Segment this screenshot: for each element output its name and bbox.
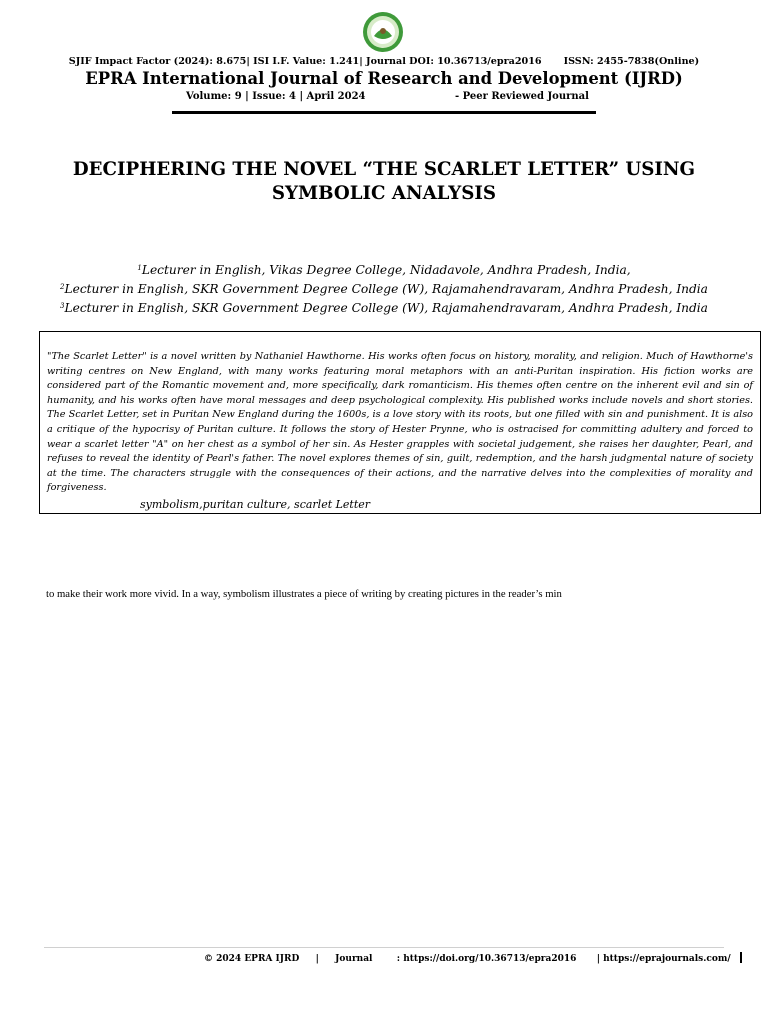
header-divider	[172, 111, 596, 114]
issn-text: ISSN: 2455-7838(Online)	[563, 56, 700, 67]
footer-end-bar	[740, 952, 742, 963]
affiliation-3	[0, 298, 768, 317]
affiliation-2-text: Lecturer in English, SKR Government Degree College (W), Rajamahendravaram, Andhra Pradesh, India	[64, 282, 708, 296]
issue-info: Volume: 9 | Issue: 4 | April 2024	[186, 91, 366, 102]
article-title: DECIPHERING THE NOVEL “THE SCARLET LETTER” USING SYMBOLIC ANALYSIS	[72, 159, 696, 204]
affiliation-1	[0, 260, 768, 279]
impact-factor-text: SJIF Impact Factor (2024): 8.675| ISI I.F. Value: 1.241| Journal DOI: 10.36713/epra2016	[68, 56, 542, 67]
affiliation-1-number: 1	[137, 264, 142, 272]
footer-copyright: © 2024 EPRA IJRD	[204, 954, 300, 964]
peer-reviewed-label: - Peer Reviewed Journal	[455, 91, 589, 102]
abstract-text: "The Scarlet Letter" is a novel written by Nathaniel Hawthorne. His works often focus on history, morality, and religion. Much of Hawthorne's writing centres on New England, with many works featuring moral metaphors with an anti-Puritan inspiration. His fiction works are considered part of the Romantic movement and, more specifically, dark romanticism. His themes often centre on the inherent evil and sin of humanity, and his works often have moral messages and deep psychological complexity. His published works include novels and short stories. The Scarlet Letter, set in Puritan New England during the 1600s, is a love story with its roots, but one filled with sin and punishment. It is also a critique of the hypocrisy of Puritan culture. It follows the story of Hester Prynne, who is ostracised for committing adultery and forced to wear a scarlet letter "A" on her chest as a symbol of her sin. As Hester grapples with societal judgement, she raises her daughter, Pearl, and refuses to reveal the identity of Pearl's father. The novel explores themes of sin, guilt, redemption, and the harsh judgmental nature of society at the time. The characters struggle with the consequences of their actions, and the narrative delves into the complexities of morality and forgiveness.	[47, 351, 753, 494]
footer-separator: |	[315, 954, 319, 964]
affiliation-2	[0, 279, 768, 298]
journal-logo-icon	[362, 11, 404, 53]
footer-site-link[interactable]: https://eprajournals.com/	[603, 954, 731, 964]
affiliation-1-text: Lecturer in English, Vikas Degree College, Nidadavole, Andhra Pradesh, India,	[141, 263, 631, 277]
affiliation-3-text: Lecturer in English, SKR Government Degree College (W), Rajamahendravaram, Andhra Pradesh, India	[64, 301, 708, 315]
affiliation-3-number: 3	[60, 302, 65, 310]
page-footer	[204, 952, 742, 964]
affiliations	[0, 260, 768, 317]
abstract-box	[39, 331, 761, 514]
footer-divider	[44, 947, 724, 948]
body-paragraph: to make their work more vivid. In a way, symbolism illustrates a piece of writing by creating pictures in the reader’s min	[46, 588, 562, 600]
footer-separator: |	[596, 954, 600, 964]
journal-metrics-line	[0, 56, 768, 67]
footer-doi-link[interactable]: : https://doi.org/10.36713/epra2016	[396, 954, 577, 964]
footer-journal-label: Journal	[335, 954, 373, 964]
journal-name: EPRA International Journal of Research and Development (IJRD)	[85, 69, 683, 88]
affiliation-2-number: 2	[60, 283, 65, 291]
keywords: symbolism,puritan culture, scarlet Letter	[140, 498, 371, 511]
